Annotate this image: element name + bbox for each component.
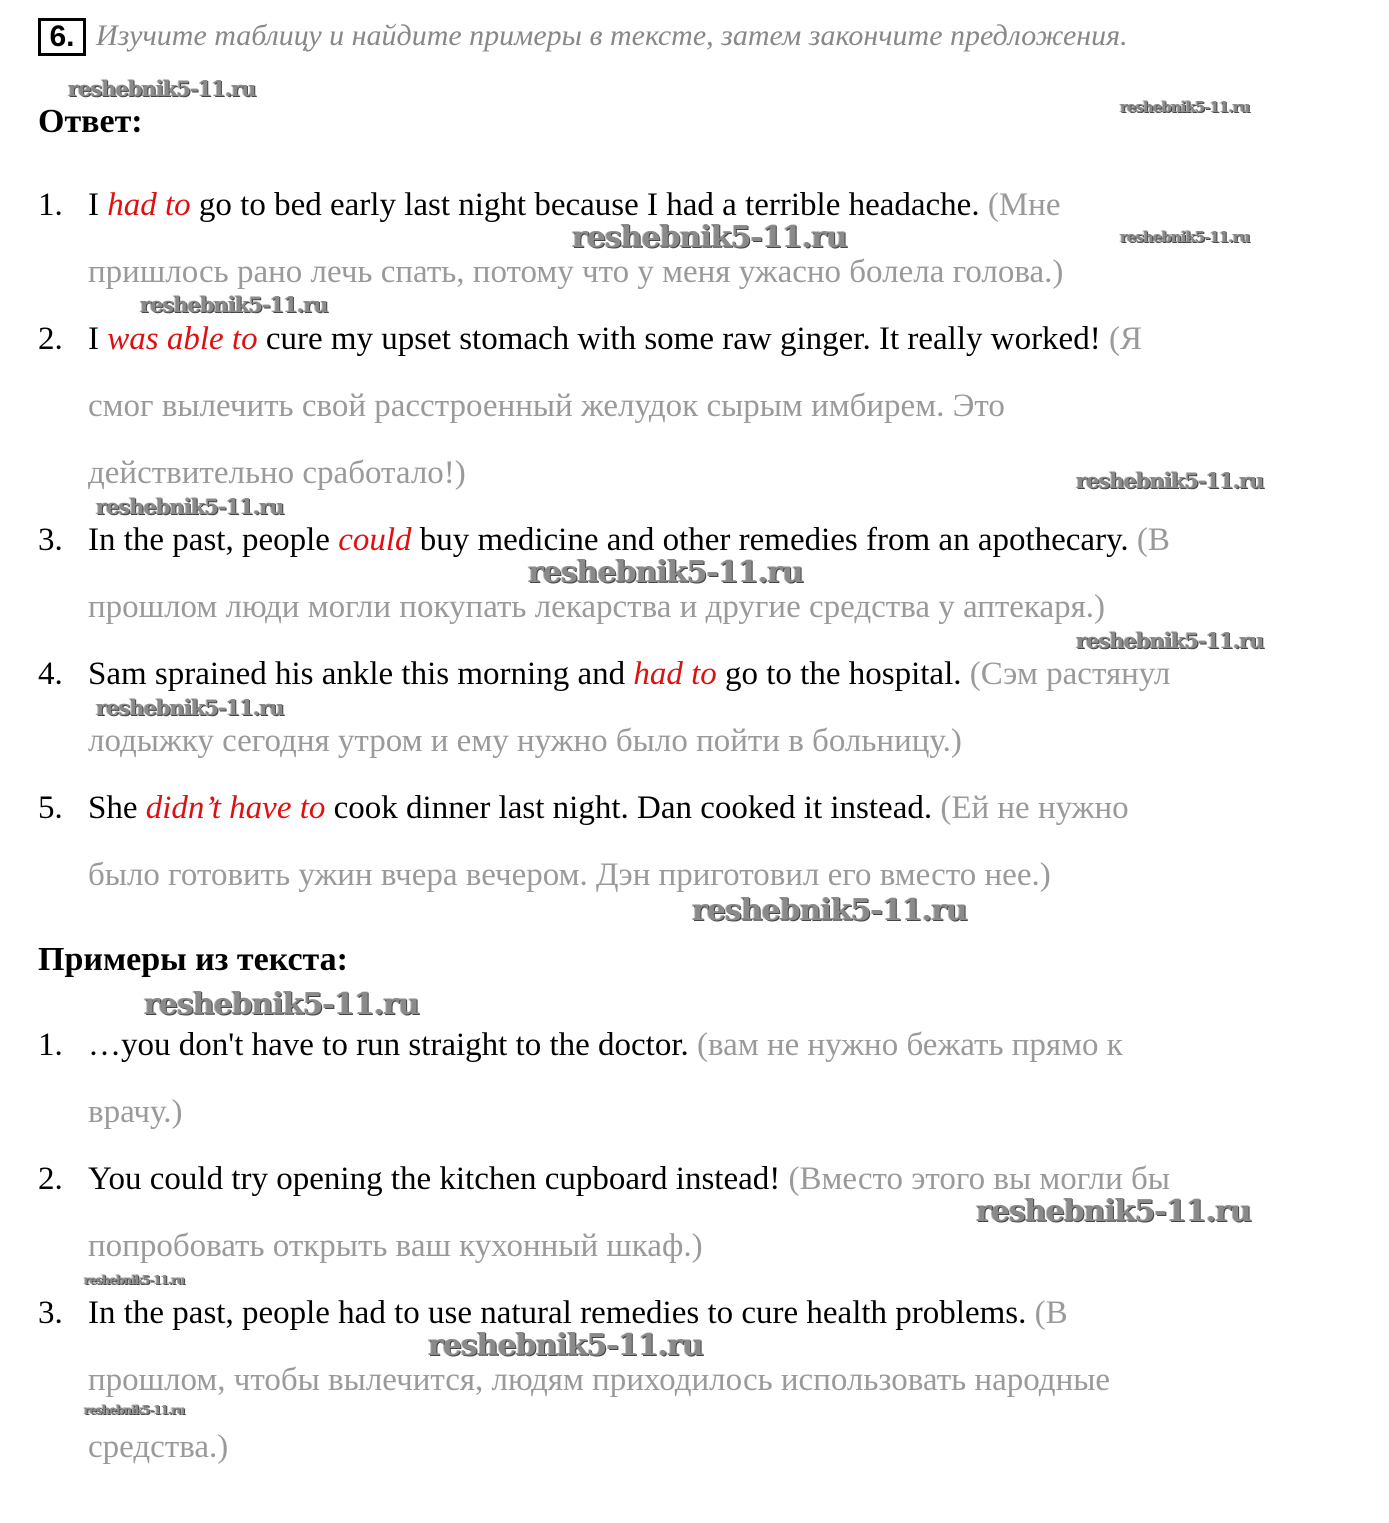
translation-text: (Ей не нужно: [940, 790, 1129, 826]
item-line: [88, 1296, 1068, 1330]
translation-text: пришлось рано лечь спать, потому что у меня ужасно болела голова.): [88, 254, 1064, 290]
modal-verb: was able to: [107, 321, 258, 357]
translation-text: (вам не нужно бежать прямо к: [697, 1027, 1123, 1063]
task-number: 6.: [38, 18, 86, 56]
item-number: 1.: [38, 1027, 63, 1063]
watermark: reshebnik5-11.ru: [1076, 468, 1264, 493]
item-number: 1.: [38, 187, 63, 223]
sentence-text: I: [88, 187, 108, 223]
watermark: reshebnik5-11.ru: [1076, 628, 1264, 653]
sentence-text: go to the hospital.: [716, 656, 970, 692]
watermark: reshebnik5-11.ru: [96, 695, 284, 720]
item-line: [88, 255, 1063, 289]
translation-text: прошлом люди могли покупать лекарства и другие средства у аптекаря.): [88, 589, 1106, 625]
sentence-text: buy medicine and other remedies from an apothecary.: [411, 522, 1137, 558]
item-line: [88, 1229, 703, 1263]
item-line: [88, 858, 1051, 892]
translation-text: смог вылечить свой расстроенный желудок сырым имбирем. Это: [88, 388, 1005, 424]
item-number: 5.: [38, 790, 63, 826]
modal-verb: had to: [633, 656, 717, 692]
translation-text: (В: [1034, 1295, 1068, 1331]
sentence-text: In the past, people: [88, 522, 339, 558]
translation-text: прошлом, чтобы вылечится, людям приходилось использовать народные: [88, 1362, 1111, 1398]
item-line: [88, 322, 1142, 356]
item-line: [88, 1430, 228, 1464]
watermark: reshebnik5-11.ru: [84, 1273, 185, 1287]
modal-verb: had to: [107, 187, 191, 223]
answer-heading: Ответ:: [38, 103, 143, 140]
translation-text: было готовить ужин вчера вечером. Дэн приготовил его вместо нее.): [88, 857, 1051, 893]
sentence-text: I: [88, 321, 108, 357]
item-number: 2.: [38, 321, 63, 357]
watermark: reshebnik5-11.ru: [692, 893, 967, 928]
item-line: [88, 1162, 1170, 1196]
watermark: reshebnik5-11.ru: [140, 292, 328, 317]
translation-text: врачу.): [88, 1094, 183, 1130]
translation-text: (Мне: [987, 187, 1061, 223]
item-line: [88, 389, 1005, 423]
item-number: 4.: [38, 656, 63, 692]
modal-verb: didn’t have to: [145, 790, 326, 826]
watermark: reshebnik5-11.ru: [96, 494, 284, 519]
sentence-text: go to bed early last night because I had a terrible headache.: [190, 187, 988, 223]
translation-text: (Вместо этого вы могли бы: [788, 1161, 1170, 1197]
task-title: Изучите таблицу и найдите примеры в тексте, затем закончите предложения.: [96, 19, 1128, 52]
item-line: [88, 791, 1129, 825]
watermark: reshebnik5-11.ru: [84, 1403, 185, 1417]
item-number: 3.: [38, 522, 63, 558]
watermark: reshebnik5-11.ru: [144, 987, 419, 1022]
watermark: reshebnik5-11.ru: [1120, 98, 1250, 116]
translation-text: (Сэм растянул: [969, 656, 1171, 692]
watermark: reshebnik5-11.ru: [976, 1194, 1251, 1229]
item-number: 3.: [38, 1295, 63, 1331]
item-line: [88, 590, 1105, 624]
examples-heading: Примеры из текста:: [38, 941, 348, 978]
item-line: [88, 188, 1060, 222]
modal-verb: could: [338, 522, 412, 558]
translation-text: попробовать открыть ваш кухонный шкаф.): [88, 1228, 703, 1264]
watermark: reshebnik5-11.ru: [68, 76, 256, 101]
item-line: [88, 724, 962, 758]
watermark: reshebnik5-11.ru: [428, 1328, 703, 1363]
sentence-text: cure my upset stomach with some raw ginger. It really worked!: [257, 321, 1109, 357]
sentence-text: In the past, people had to use natural remedies to cure health problems.: [88, 1295, 1035, 1331]
sentence-text: Sam sprained his ankle this morning and: [88, 656, 634, 692]
item-line: [88, 523, 1170, 557]
watermark: reshebnik5-11.ru: [572, 220, 847, 255]
item-number: 2.: [38, 1161, 63, 1197]
translation-text: средства.): [88, 1429, 229, 1465]
translation-text: действительно сработало!): [88, 455, 466, 491]
sentence-text: …you don't have to run straight to the doctor.: [88, 1027, 698, 1063]
translation-text: лодыжку сегодня утром и ему нужно было пойти в больницу.): [88, 723, 962, 759]
item-line: [88, 657, 1170, 691]
item-line: [88, 1095, 182, 1129]
watermark: reshebnik5-11.ru: [528, 555, 803, 590]
item-line: [88, 456, 466, 490]
item-line: [88, 1363, 1110, 1397]
watermark: reshebnik5-11.ru: [1120, 228, 1250, 246]
sentence-text: You could try opening the kitchen cupboard instead!: [88, 1161, 789, 1197]
translation-text: (Я: [1108, 321, 1142, 357]
sentence-text: She: [88, 790, 146, 826]
translation-text: (В: [1136, 522, 1170, 558]
item-line: [88, 1028, 1123, 1062]
sentence-text: cook dinner last night. Dan cooked it instead.: [325, 790, 941, 826]
